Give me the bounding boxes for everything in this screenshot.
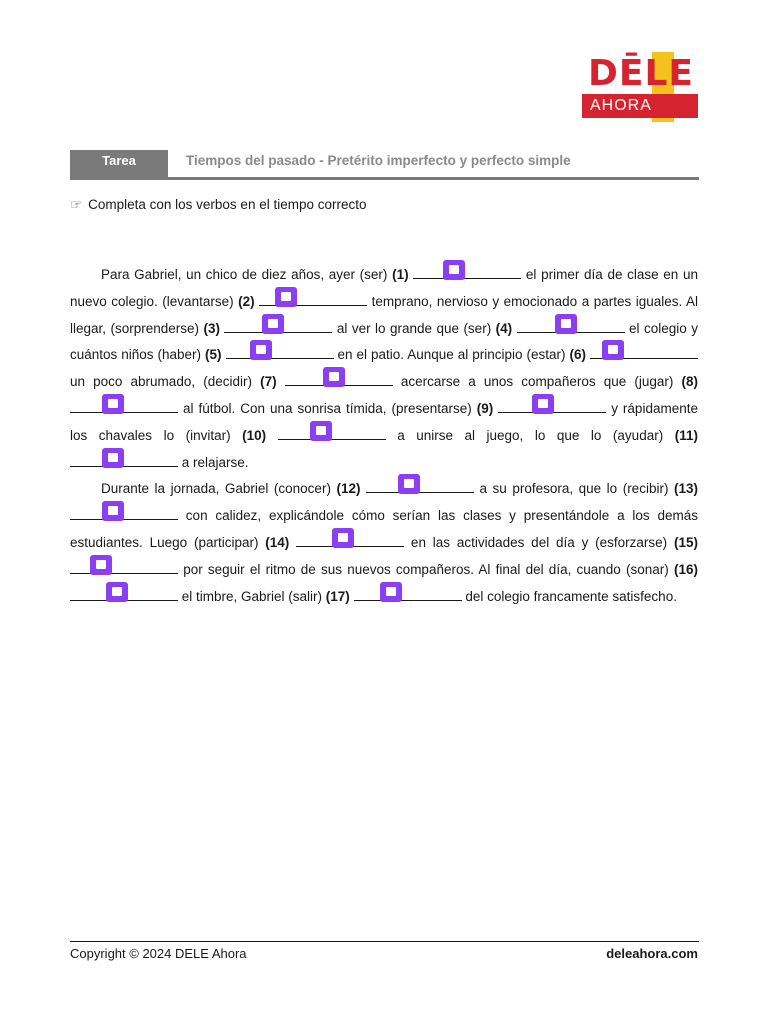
exercise-text-segment: en el patio. Aunque al principio (estar) [333, 347, 570, 363]
exercise-text-segment: al fútbol. Con una sonrisa tímida, (presentarse) [178, 400, 477, 416]
footer-site: deleahora.com [606, 946, 698, 961]
exercise-text-segment: un poco abrumado, (decidir) [70, 374, 261, 390]
gap-number: (5) [205, 347, 222, 363]
gap-number: (13) [673, 481, 698, 497]
exercise-text-segment: el timbre, Gabriel (salir) [178, 588, 326, 604]
answer-blank[interactable] [70, 398, 178, 413]
gap-number: (3) [203, 320, 220, 336]
exercise-text-segment: y rápidamente los chavales lo (invitar) [70, 400, 698, 443]
answer-blank[interactable] [296, 532, 404, 547]
footer-copyright: Copyright © 2024 DELE Ahora [70, 946, 247, 961]
answer-blank[interactable] [354, 586, 462, 601]
gap-number: (7) [260, 374, 277, 390]
answer-blank[interactable] [590, 344, 698, 359]
footer-divider [70, 941, 699, 942]
exercise-text-segment: a relajarse. [178, 454, 249, 470]
comment-icon[interactable] [602, 340, 624, 360]
exercise-text-segment: temprano, nervioso y emocionado a partes iguales. Al llegar, (sorprenderse) [70, 293, 698, 336]
comment-icon[interactable] [250, 340, 272, 360]
answer-blank[interactable] [70, 505, 178, 520]
gap-number: (12) [336, 481, 361, 497]
answer-blank[interactable] [366, 478, 474, 493]
gap-number: (6) [569, 347, 587, 363]
answer-blank[interactable] [226, 344, 334, 359]
gap-number: (16) [673, 561, 698, 577]
exercise-text [70, 262, 698, 610]
exercise-text-segment: con calidez, explicándole cómo serían las clases y presentándole a los demás estudiantes. Luego (participar) [70, 508, 698, 550]
pointing-hand-icon: ☞ [70, 197, 83, 212]
gap-number: (10) [242, 427, 267, 443]
gap-number: (1) [392, 267, 409, 282]
task-title: Tiempos del pasado - Pretérito imperfecto y perfecto simple [186, 153, 571, 168]
task-label: Tarea [70, 150, 168, 177]
comment-icon[interactable] [90, 555, 112, 575]
exercise-text-segment: al ver lo grande que (ser) [332, 320, 496, 336]
comment-icon[interactable] [102, 501, 124, 521]
gap-number: (2) [238, 293, 255, 309]
answer-blank[interactable] [70, 559, 178, 574]
answer-blank[interactable] [278, 425, 386, 440]
comment-icon[interactable] [532, 394, 554, 414]
comment-icon[interactable] [102, 394, 124, 414]
answer-blank[interactable] [224, 318, 332, 333]
exercise-text-segment: Para Gabriel, un chico de diez años, ayer (ser) [101, 267, 393, 282]
comment-icon[interactable] [275, 287, 297, 307]
logo-brand: DĒLE [588, 53, 695, 94]
task-header [70, 150, 699, 180]
exercise-text-segment: a unirse al juego, lo que lo (ayudar) [385, 427, 675, 443]
gap-number: (17) [325, 588, 350, 604]
instruction [70, 195, 367, 215]
gap-number: (4) [495, 320, 513, 336]
gap-number: (11) [674, 427, 698, 443]
gap-number: (8) [681, 374, 698, 390]
comment-icon[interactable] [555, 314, 577, 334]
paragraph-2 [70, 476, 698, 610]
answer-blank[interactable] [285, 371, 393, 386]
exercise-text-segment: por seguir el ritmo de sus nuevos compañeros. Al final del día, cuando (sonar) [178, 561, 674, 577]
exercise-text-segment: del colegio francamente satisfecho. [461, 588, 677, 604]
comment-icon[interactable] [323, 367, 345, 387]
dele-ahora-logo [582, 52, 700, 122]
comment-icon[interactable] [332, 528, 354, 548]
answer-blank[interactable] [259, 291, 367, 306]
paragraph-1 [70, 262, 698, 476]
exercise-text-segment: acercarse a unos compañeros que (jugar) [392, 374, 682, 390]
comment-icon[interactable] [380, 582, 402, 602]
logo-sub: AHORA [590, 97, 652, 114]
exercise-text-segment: en las actividades del día y (esforzarse) [404, 534, 674, 550]
comment-icon[interactable] [443, 260, 465, 280]
gap-number: (9) [476, 400, 494, 416]
comment-icon[interactable] [262, 314, 284, 334]
answer-blank[interactable] [517, 318, 625, 333]
answer-blank[interactable] [70, 586, 178, 601]
gap-number: (15) [673, 534, 698, 550]
exercise-text-segment: el primer día de clase en un nuevo colegio. (levantarse) [70, 267, 698, 309]
exercise-text-segment: a su profesora, que lo (recibir) [474, 481, 674, 497]
comment-icon[interactable] [106, 582, 128, 602]
instruction-text: Completa con los verbos en el tiempo correcto [88, 197, 367, 212]
answer-blank[interactable] [70, 452, 178, 467]
exercise-text-segment: el colegio y cuántos niños (haber) [70, 320, 698, 363]
answer-blank[interactable] [413, 264, 521, 279]
exercise-text-segment: Durante la jornada, Gabriel (conocer) [101, 481, 337, 497]
comment-icon[interactable] [398, 474, 420, 494]
comment-icon[interactable] [310, 421, 332, 441]
gap-number: (14) [265, 534, 290, 550]
answer-blank[interactable] [498, 398, 606, 413]
comment-icon[interactable] [102, 448, 124, 468]
